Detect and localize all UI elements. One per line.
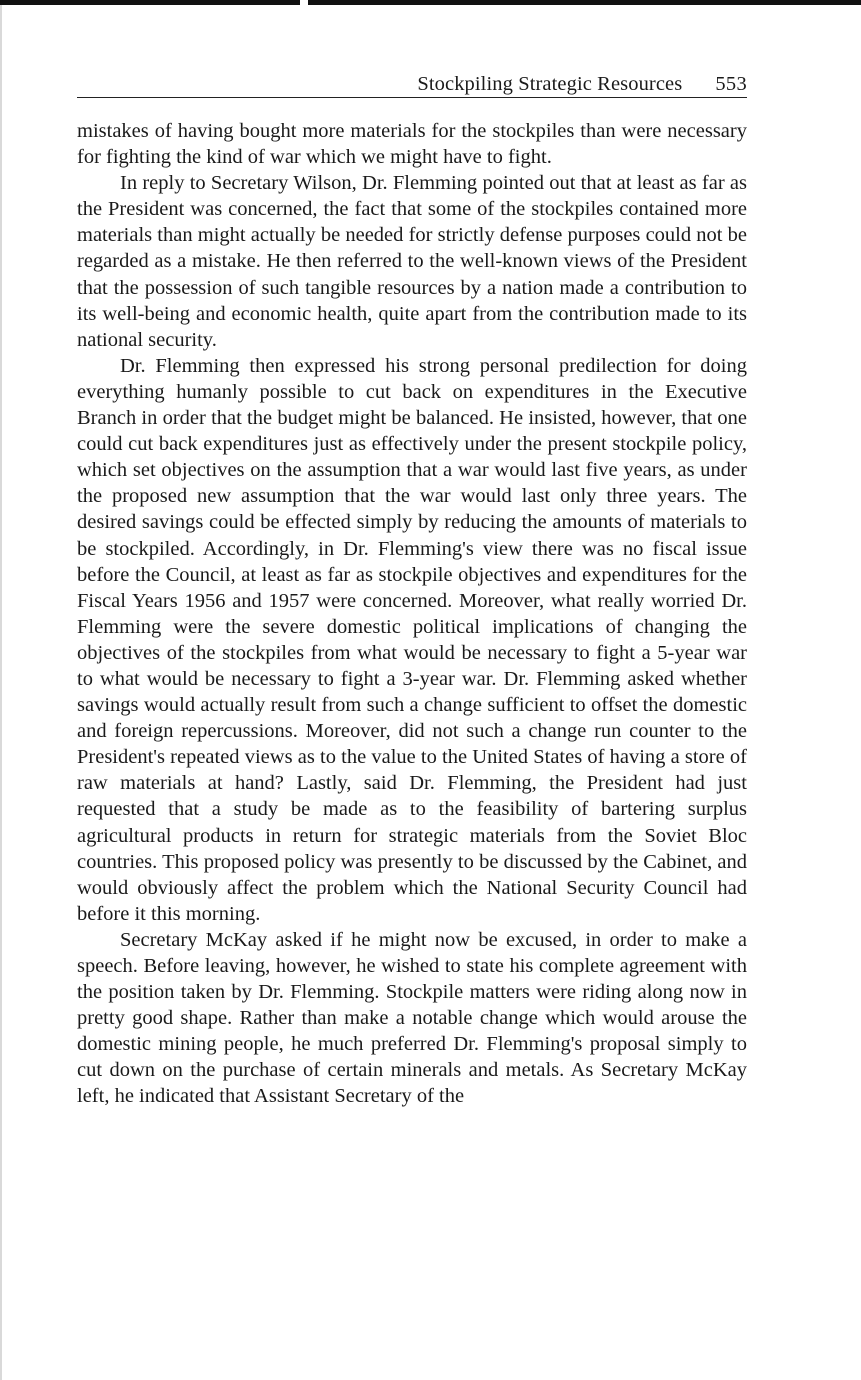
scan-border-notch — [300, 0, 308, 6]
paragraph-continuation: mistakes of having bought more materials for the stockpiles than were necessary for fighting the kind of war which we might have to fight. — [77, 120, 747, 169]
paragraph-mckay: Secretary McKay asked if he might now be excused, in order to make a speech. Before leaving, however, he wished to state his complete agreement with the position taken by Dr. Flemming. Stockpile matters were riding along now in pretty good shape. Rather than make a notable change which would arouse the domestic mining people, he much preferred Dr. Flemming's proposal simply to cut down on the purchase of certain minerals and metals. As Secretary McKay left, he indicated that Assistant Secretary of the — [77, 928, 747, 1108]
scan-left-edge — [0, 5, 2, 1380]
paragraph-flemming-predilection: Dr. Flemming then expressed his strong personal predilection for doing everything humanly possible to cut back on expenditures in the Executive Branch in order that the budget might be balanced. He insisted, however, that one could cut back expenditures just as effectively under the present stockpile policy, which set objectives on the assumption that a war would last five years, as under the proposed new assumption that the war would last only three years. The desired savings could be effected simply by reducing the amounts of materials to be stockpiled. Accordingly, in Dr. Flemming's view there was no fiscal issue before the Council, at least as far as stockpile objectives and expenditures for the Fiscal Years 1956 and 1957 were concerned. Moreover, what really worried Dr. Flemming were the severe domestic political implications of changing the objectives of the stockpiles from what would be necessary to fight a 5-year war to what would be necessary to fight a 3-year war. Dr. Flemming asked whether savings would actually result from such a change sufficient to offset the domestic and foreign repercussions. Moreover, did not such a change run counter to the President's repeated views as to the value to the United States of having a store of raw materials at hand? Lastly, said Dr. Flemming, the President had just requested that a study be made as to the feasibility of bartering surplus agricultural products in return for strategic materials from the Soviet Bloc countries. This proposed policy was presently to be discussed by the Cabinet, and would obviously affect the problem which the National Security Council had before it this morning. — [77, 354, 747, 925]
body-text — [77, 118, 747, 1110]
scan-top-border — [0, 0, 861, 5]
running-head-title: Stockpiling Strategic Resources — [417, 73, 683, 95]
page-number: 553 — [715, 73, 747, 95]
paragraph-flemming-reply: In reply to Secretary Wilson, Dr. Flemming pointed out that at least as far as the President was concerned, the fact that some of the stockpiles contained more materials than might actually be needed for strictly defense purposes could not be regarded as a mistake. He then referred to the well-known views of the President that the possession of such tangible resources by a nation made a contribution to its well-being and economic health, quite apart from the contribution made to its national security. — [77, 172, 747, 351]
running-head — [77, 70, 747, 98]
